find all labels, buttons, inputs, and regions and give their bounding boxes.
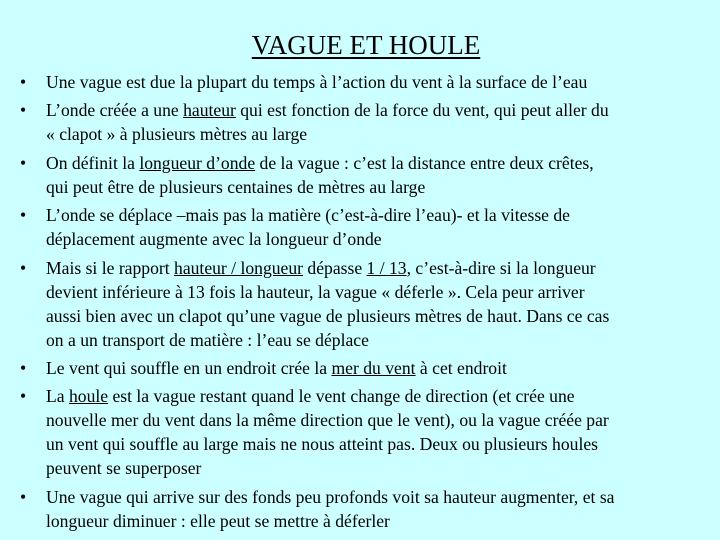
- bullet-line: [46, 175, 710, 199]
- underlined-term: 1 / 13: [366, 257, 407, 278]
- bullet-line: [46, 151, 710, 175]
- text-segment: Une vague qui arrive sur des fonds peu profonds voit sa hauteur augmenter, et sa: [46, 486, 615, 507]
- bullet-line: [46, 356, 710, 380]
- text-segment: à cet endroit: [415, 357, 507, 378]
- text-segment: peuvent se superposer: [46, 458, 202, 479]
- slide-title: VAGUE ET HOULE: [251, 30, 481, 60]
- underlined-term: houle: [68, 386, 109, 407]
- text-segment: un vent qui souffle au large mais ne nous atteint pas. Deux ou plusieurs houles: [46, 434, 598, 455]
- bullet-list: [20, 70, 710, 537]
- text-segment: Une vague est due la plupart du temps à l’action du vent à la surface de l’eau: [46, 72, 588, 92]
- text-segment: déplacement augmente avec la longueur d’onde: [46, 229, 382, 250]
- text-segment: longueur diminuer : elle peut se mettre à déferler: [46, 510, 390, 531]
- text-segment: dépasse: [303, 257, 367, 278]
- bullet-icon: •: [20, 257, 27, 278]
- text-segment: devient inférieure à 13 fois la hauteur, la vague « déferle ». Cela peur arriver: [46, 281, 585, 302]
- bullet-line: [46, 122, 710, 146]
- bullet-item: [20, 356, 710, 380]
- bullet-line: [46, 203, 710, 227]
- bullet-line: [46, 280, 710, 304]
- bullet-line: [46, 432, 710, 456]
- bullet-line: [46, 509, 710, 533]
- bullet-line: [46, 304, 710, 328]
- text-segment: Mais si le rapport: [46, 257, 175, 278]
- text-segment: qui est fonction de la force du vent, qui peut aller du: [235, 100, 609, 121]
- underlined-term: mer du vent: [331, 357, 416, 378]
- underlined-term: hauteur: [183, 100, 236, 121]
- text-segment: La: [46, 386, 69, 407]
- bullet-icon: •: [20, 357, 27, 378]
- bullet-line: [46, 70, 710, 94]
- bullet-icon: •: [20, 205, 27, 226]
- underlined-term: hauteur / longueur: [174, 257, 304, 278]
- underlined-term: longueur d’onde: [139, 152, 256, 173]
- bullet-line: [46, 227, 710, 251]
- text-segment: est la vague restant quand le vent change de direction (et crée une: [108, 386, 575, 407]
- bullet-icon: •: [20, 486, 27, 507]
- bullet-item: [20, 256, 710, 352]
- bullet-item: [20, 98, 710, 146]
- bullet-item: [20, 485, 710, 533]
- text-segment: Le vent qui souffle en un endroit crée la: [46, 357, 332, 378]
- text-segment: on a un transport de matière : l’eau se déplace: [46, 329, 369, 350]
- text-segment: , c’est-à-dire si la longueur: [406, 257, 596, 278]
- text-segment: L’onde se déplace –mais pas la matière (c’est-à-dire l’eau)- et la vitesse de: [46, 205, 570, 226]
- bullet-line: [46, 456, 710, 480]
- bullet-icon: •: [20, 152, 27, 173]
- text-segment: L’onde créée a une: [46, 100, 184, 121]
- text-segment: de la vague : c’est la distance entre deux crêtes,: [255, 152, 594, 173]
- bullet-item: [20, 203, 710, 251]
- bullet-line: [46, 328, 710, 352]
- bullet-line: [46, 408, 710, 432]
- text-segment: On définit la: [46, 152, 140, 173]
- text-segment: nouvelle mer du vent dans la même direction que le vent), ou la vague créée par: [46, 410, 609, 431]
- text-segment: aussi bien avec un clapot qu’une vague de plusieurs mètres de haut. Dans ce cas: [46, 305, 610, 326]
- bullet-item: [20, 70, 710, 94]
- text-segment: « clapot » à plusieurs mètres au large: [46, 124, 308, 145]
- bullet-icon: •: [20, 72, 27, 92]
- bullet-item: [20, 384, 710, 480]
- bullet-line: [46, 256, 710, 280]
- bullet-line: [46, 98, 710, 122]
- bullet-icon: •: [20, 386, 27, 407]
- bullet-line: [46, 384, 710, 408]
- bullet-icon: •: [20, 100, 27, 121]
- bullet-line: [46, 485, 710, 509]
- bullet-item: [20, 151, 710, 199]
- text-segment: qui peut être de plusieurs centaines de mètres au large: [46, 176, 426, 197]
